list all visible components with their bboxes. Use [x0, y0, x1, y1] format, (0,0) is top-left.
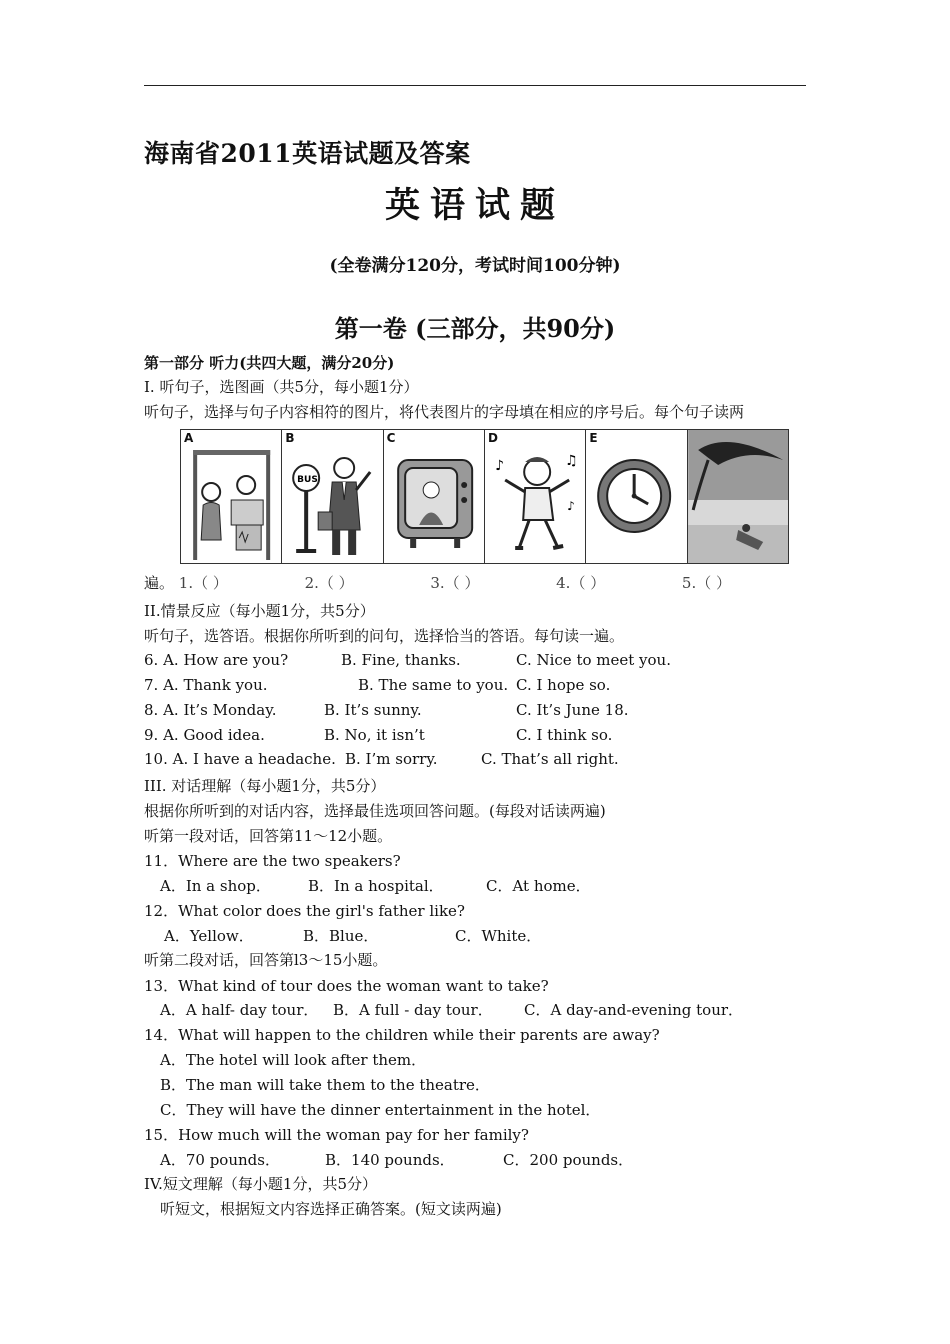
q6-option-b: B. Fine, thanks.: [341, 651, 461, 669]
q11-option-a: A．In a shop．: [160, 877, 271, 895]
q12-option-c: C．White．: [455, 927, 542, 945]
beach-palm-icon: [688, 430, 788, 563]
svg-text:♪: ♪: [495, 458, 505, 474]
volume-title: 第一卷 (三部分，共90分): [334, 314, 616, 343]
answer-blanks-row: [144, 572, 803, 593]
picture-e: [586, 430, 687, 563]
q13-option-b: B．A full - day tour．: [333, 1001, 493, 1019]
picture-a: [181, 430, 282, 563]
section2-title: II.情景反应（每小题1分，共5分）: [144, 602, 375, 620]
picture-letter: D: [487, 431, 498, 445]
answer-blank-2[interactable]: 2.（ ）: [304, 574, 354, 592]
q8-option-c: C. It’s June 18.: [516, 701, 629, 719]
q6-option-c: C. Nice to meet you.: [516, 651, 671, 669]
q11-question: 11．Where are the two speakers?: [144, 852, 401, 870]
q11-option-c: C．At home．: [486, 877, 591, 895]
q8-option-a: 8. A. It’s Monday.: [144, 701, 277, 719]
section4-title: IV.短文理解（每小题1分，共5分）: [144, 1175, 377, 1193]
picture-strip: [180, 429, 789, 564]
picture-c: [384, 430, 485, 563]
section1-title: I. 听句子，选图画（共5分，每小题1分）: [144, 378, 419, 396]
q6-option-a: 6. A. How are you?: [144, 651, 289, 669]
q13-option-c: C．A day-and-evening tour．: [524, 1001, 744, 1019]
q9-option-a: 9. A. Good idea.: [144, 726, 265, 744]
clock-icon: [586, 430, 686, 563]
section2-instructions: 听句子，选答语。根据你所听到的问句，选择恰当的答语。每句读一遍。: [144, 627, 625, 645]
svg-text:♫: ♫: [565, 453, 578, 469]
picture-letter: C: [386, 431, 396, 445]
q15-option-b: B．140 pounds．: [325, 1151, 455, 1169]
dancing-boy-music-icon: [485, 430, 585, 563]
q12-option-a: A．Yellow．: [164, 927, 254, 945]
picture-letter: E: [589, 431, 598, 445]
q14-option-b: B．The man will take them to the theatre．: [160, 1076, 490, 1094]
q10-option-c: C. That’s all right.: [481, 750, 619, 768]
q15-option-c: C．200 pounds．: [503, 1151, 634, 1169]
q11-option-b: B．In a hospital．: [308, 877, 444, 895]
dialog1-instructions: 听第一段对话，回答第11～12小题。: [144, 827, 393, 845]
dialog2-instructions: 听第二段对话，回答第l3～15小题。: [144, 951, 388, 969]
q7-option-c: C. I hope so.: [516, 676, 611, 694]
hospital-patient-icon: [181, 430, 281, 563]
document-title: 海南省2011英语试题及答案: [144, 139, 471, 168]
q10-option-b: B. I’m sorry.: [345, 750, 438, 768]
q14-question: 14．What will happen to the children while their parents are away?: [144, 1026, 660, 1044]
picture-b: [282, 430, 383, 563]
q7-option-b: B. The same to you.: [358, 676, 509, 694]
section3-title: III. 对话理解（每小题1分，共5分）: [144, 777, 386, 795]
q13-question: 13．What kind of tour does the woman want to take?: [144, 977, 549, 995]
q14-option-a: A．The hotel will look after them．: [160, 1051, 427, 1069]
answer-blank-4[interactable]: 4.（ ）: [556, 574, 606, 592]
bus-stop-man-icon: [282, 430, 382, 563]
svg-text:♪: ♪: [567, 499, 575, 513]
answer-blank-3[interactable]: 3.（ ）: [430, 574, 480, 592]
answer-blank-5[interactable]: 5.（ ）: [681, 574, 732, 592]
answer-prefix: 遍。: [144, 574, 175, 592]
part1-heading: 第一部分 听力(共四大题，满分20分): [144, 354, 395, 372]
section4-instructions: 听短文，根据短文内容选择正确答案。(短文读两遍): [160, 1200, 502, 1218]
picture-letter: B: [285, 431, 295, 445]
q15-option-a: A．70 pounds．: [160, 1151, 280, 1169]
q14-option-c: C．They will have the dinner entertainment in the hotel．: [160, 1101, 601, 1119]
q12-question: 12．What color does the girl's father like?: [144, 902, 465, 920]
picture-f: [688, 430, 788, 563]
q7-option-a: 7. A. Thank you.: [144, 676, 268, 694]
exam-title: 英语试题: [384, 185, 565, 226]
exam-subtitle: (全卷满分120分，考试时间100分钟): [329, 256, 621, 276]
television-icon: [384, 430, 484, 563]
q10-option-a: 10. A. I have a headache.: [144, 750, 336, 768]
q15-question: 15．How much will the woman pay for her family?: [144, 1126, 529, 1144]
svg-text:BUS: BUS: [297, 475, 319, 485]
q9-option-c: C. I think so.: [516, 726, 613, 744]
section3-instructions: 根据你所听到的对话内容，选择最佳选项回答问题。(每段对话读两遍): [144, 802, 606, 820]
q8-option-b: B. It’s sunny.: [324, 701, 422, 719]
answer-blank-1[interactable]: 1.（ ）: [178, 574, 228, 592]
q13-option-a: A．A half- day tour．: [160, 1001, 319, 1019]
section1-instructions: 听句子，选择与句子内容相符的图片，将代表图片的字母填在相应的序号后。每个句子读两: [144, 403, 745, 421]
picture-letter: A: [184, 431, 194, 445]
q9-option-b: B. No, it isn’t: [324, 726, 425, 744]
picture-d: [485, 430, 586, 563]
q12-option-b: B．Blue．: [303, 927, 379, 945]
top-rule: [144, 85, 806, 86]
